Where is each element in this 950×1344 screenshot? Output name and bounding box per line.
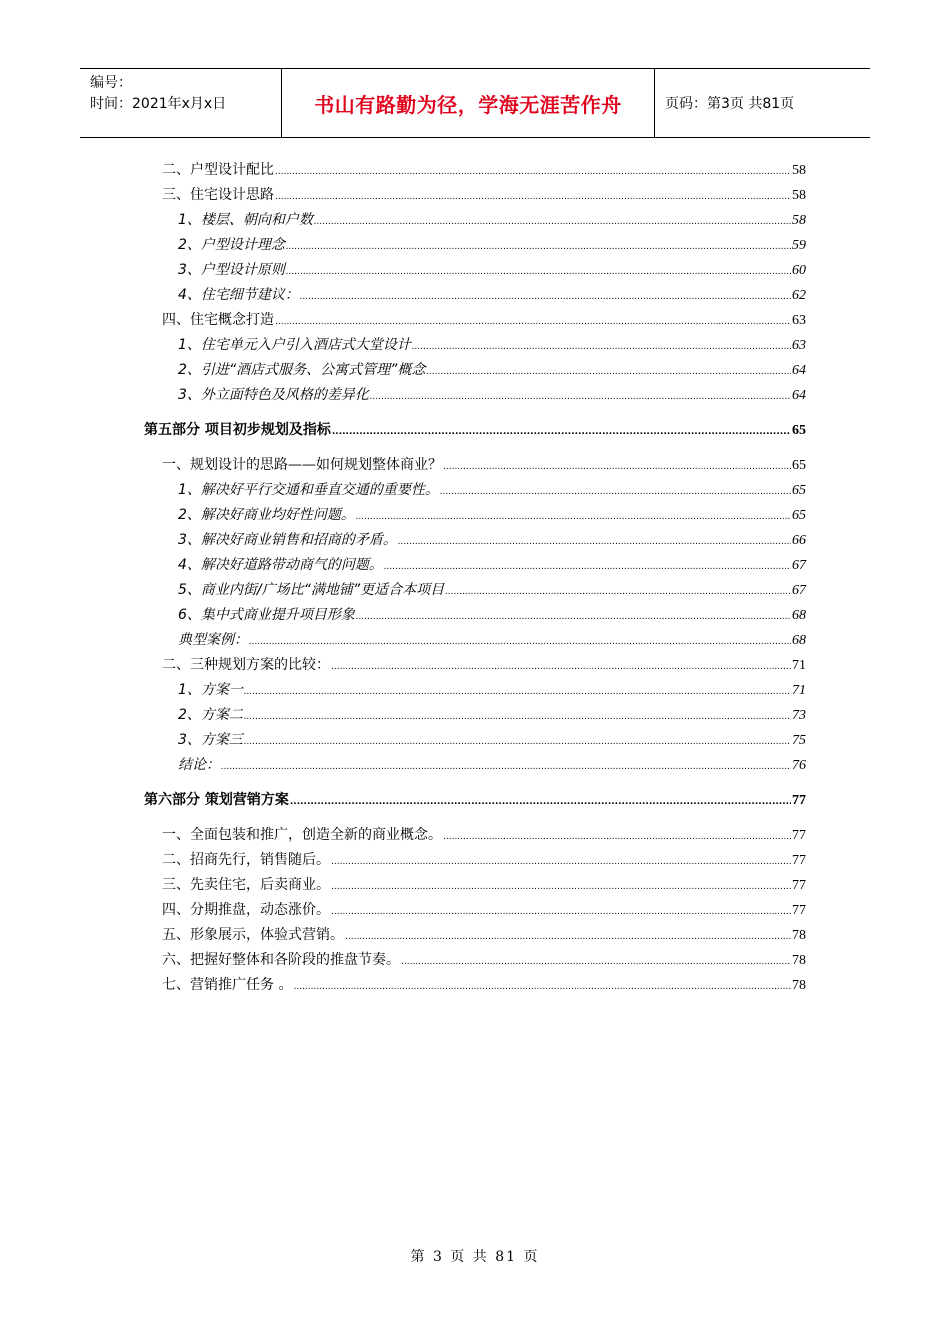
toc-page-number: 77 bbox=[792, 853, 806, 868]
toc-leader-dots bbox=[244, 705, 791, 730]
toc-entry[interactable] bbox=[144, 528, 806, 553]
toc-entry[interactable] bbox=[144, 333, 806, 358]
toc-leader-dots bbox=[332, 420, 791, 445]
toc-entry[interactable] bbox=[144, 503, 806, 528]
toc-entry[interactable] bbox=[144, 358, 806, 383]
toc-page-number: 76 bbox=[792, 758, 806, 773]
toc-entry[interactable] bbox=[144, 183, 806, 208]
toc-leader-dots bbox=[244, 680, 791, 705]
toc-page-number: 64 bbox=[792, 388, 806, 403]
toc-entry-title: 典型案例： bbox=[178, 632, 248, 648]
toc-page-number: 66 bbox=[792, 533, 806, 548]
toc-leader-dots bbox=[286, 260, 791, 285]
toc-page-number: 65 bbox=[792, 508, 806, 523]
toc-entry-title: 三、先卖住宅，后卖商业。 bbox=[162, 877, 330, 893]
page-header bbox=[80, 68, 870, 138]
toc-entry-title: 六、把握好整体和各阶段的推盘节奏。 bbox=[162, 952, 400, 968]
toc-entry-title: 4、住宅细节建议： bbox=[178, 287, 299, 303]
toc-entry-title: 第五部分 项目初步规划及指标 bbox=[144, 422, 331, 438]
toc-page-number: 75 bbox=[792, 733, 806, 748]
toc-leader-dots bbox=[345, 925, 791, 950]
toc-page-number: 71 bbox=[792, 683, 806, 698]
toc-entry[interactable] bbox=[144, 628, 806, 653]
toc-entry-title: 1、楼层、朝向和户数 bbox=[178, 212, 313, 228]
toc-entry-title: 二、户型设计配比 bbox=[162, 162, 274, 178]
toc-entry[interactable] bbox=[144, 308, 806, 333]
toc-page-number: 68 bbox=[792, 608, 806, 623]
toc-page-number: 58 bbox=[792, 213, 806, 228]
toc-entry[interactable] bbox=[144, 258, 806, 283]
toc-leader-dots bbox=[244, 730, 791, 755]
toc-leader-dots bbox=[426, 360, 791, 385]
toc-entry[interactable] bbox=[144, 948, 806, 973]
toc-entry[interactable] bbox=[144, 898, 806, 923]
toc-entry-title: 二、招商先行，销售随后。 bbox=[162, 852, 330, 868]
toc-page-number: 67 bbox=[792, 583, 806, 598]
toc-leader-dots bbox=[440, 480, 791, 505]
toc-entry-title: 3、外立面特色及风格的差异化 bbox=[178, 387, 369, 403]
toc-entry[interactable] bbox=[144, 603, 806, 628]
toc-entry-title: 2、解决好商业均好性问题。 bbox=[178, 507, 355, 523]
toc-entry-title: 1、方案一 bbox=[178, 682, 243, 698]
toc-entry[interactable] bbox=[144, 383, 806, 408]
toc-entry[interactable] bbox=[144, 973, 806, 998]
toc-entry-title: 三、住宅设计思路 bbox=[162, 187, 274, 203]
toc-leader-dots bbox=[221, 755, 791, 780]
toc-page-number: 73 bbox=[792, 708, 806, 723]
toc-entry[interactable] bbox=[144, 578, 806, 603]
page-footer: 第 3 页 共 81 页 bbox=[410, 1249, 540, 1265]
toc-section-heading[interactable] bbox=[144, 788, 806, 813]
toc-page-number: 77 bbox=[792, 828, 806, 843]
toc-page-number: 65 bbox=[792, 483, 806, 498]
toc-leader-dots bbox=[275, 160, 791, 185]
toc-leader-dots bbox=[275, 310, 791, 335]
toc-entry-title: 四、分期推盘，动态涨价。 bbox=[162, 902, 330, 918]
toc-entry-title: 五、形象展示，体验式营销。 bbox=[162, 927, 344, 943]
toc-entry-title: 2、引进“酒店式服务、公寓式管理”概念 bbox=[178, 362, 426, 378]
toc-page-number: 78 bbox=[792, 953, 806, 968]
toc-page-number: 63 bbox=[792, 338, 806, 353]
toc-entry-title: 2、户型设计理念 bbox=[178, 237, 285, 253]
toc-entry-title: 4、解决好道路带动商气的问题。 bbox=[178, 557, 383, 573]
toc-leader-dots bbox=[370, 385, 791, 410]
toc-page-number: 59 bbox=[792, 238, 806, 253]
toc-leader-dots bbox=[412, 335, 791, 360]
time-label: 时间：2021年x月x日 bbox=[90, 96, 227, 112]
toc-page-number: 62 bbox=[792, 288, 806, 303]
toc-entry[interactable] bbox=[144, 158, 806, 183]
toc-leader-dots bbox=[443, 455, 791, 480]
toc-entry[interactable] bbox=[144, 233, 806, 258]
toc-entry-title: 二、三种规划方案的比较： bbox=[162, 657, 330, 673]
toc-leader-dots bbox=[356, 505, 791, 530]
toc-entry-title: 2、方案二 bbox=[178, 707, 243, 723]
toc-leader-dots bbox=[384, 555, 791, 580]
toc-entry-title: 一、规划设计的思路——如何规划整体商业？ bbox=[162, 457, 442, 473]
toc-leader-dots bbox=[445, 580, 791, 605]
toc-entry[interactable] bbox=[144, 553, 806, 578]
toc-entry[interactable] bbox=[144, 823, 806, 848]
header-motto: 书山有路勤为径，学海无涯苦作舟 bbox=[282, 69, 655, 137]
toc-entry[interactable] bbox=[144, 208, 806, 233]
toc-entry-title: 四、住宅概念打造 bbox=[162, 312, 274, 328]
toc-leader-dots bbox=[401, 950, 791, 975]
toc-entry[interactable] bbox=[144, 703, 806, 728]
toc-page-number: 60 bbox=[792, 263, 806, 278]
toc-page-number: 77 bbox=[792, 903, 806, 918]
toc-leader-dots bbox=[286, 235, 791, 260]
toc-entry[interactable] bbox=[144, 283, 806, 308]
toc-leader-dots bbox=[356, 605, 791, 630]
toc-page-number: 58 bbox=[792, 188, 806, 203]
table-of-contents bbox=[144, 158, 806, 998]
toc-entry-title: 七、营销推广任务 。 bbox=[162, 977, 293, 993]
toc-entry[interactable] bbox=[144, 728, 806, 753]
toc-page-number: 58 bbox=[792, 163, 806, 178]
toc-page-number: 77 bbox=[792, 878, 806, 893]
toc-entry[interactable] bbox=[144, 653, 806, 678]
toc-entry-title: 1、住宅单元入户引入酒店式大堂设计 bbox=[178, 337, 411, 353]
toc-page-number: 65 bbox=[792, 423, 806, 438]
toc-page-number: 78 bbox=[792, 978, 806, 993]
toc-entry-title: 6、集中式商业提升项目形象 bbox=[178, 607, 355, 623]
toc-leader-dots bbox=[290, 790, 791, 815]
toc-entry-title: 3、户型设计原则 bbox=[178, 262, 285, 278]
toc-leader-dots bbox=[275, 185, 791, 210]
toc-entry[interactable] bbox=[144, 453, 806, 478]
toc-page-number: 68 bbox=[792, 633, 806, 648]
toc-entry[interactable] bbox=[144, 873, 806, 898]
toc-leader-dots bbox=[443, 825, 791, 850]
toc-page-number: 64 bbox=[792, 363, 806, 378]
toc-page-number: 77 bbox=[792, 793, 806, 808]
toc-entry-title: 3、解决好商业销售和招商的矛盾。 bbox=[178, 532, 397, 548]
toc-page-number: 63 bbox=[792, 313, 806, 328]
toc-entry-title: 结论： bbox=[178, 757, 220, 773]
toc-leader-dots bbox=[314, 210, 791, 235]
toc-leader-dots bbox=[331, 875, 791, 900]
toc-page-number: 78 bbox=[792, 928, 806, 943]
toc-entry-title: 第六部分 策划营销方案 bbox=[144, 792, 289, 808]
toc-entry[interactable] bbox=[144, 923, 806, 948]
toc-leader-dots bbox=[331, 850, 791, 875]
toc-page-number: 71 bbox=[792, 658, 806, 673]
toc-leader-dots bbox=[331, 655, 791, 680]
toc-page-number: 65 bbox=[792, 458, 806, 473]
code-label: 编号： bbox=[90, 75, 132, 91]
toc-leader-dots bbox=[300, 285, 791, 310]
toc-page-number: 67 bbox=[792, 558, 806, 573]
toc-leader-dots bbox=[331, 900, 791, 925]
toc-entry-title: 5、商业内街/广场比“满地铺”更适合本项目 bbox=[178, 582, 445, 598]
toc-entry[interactable] bbox=[144, 848, 806, 873]
toc-entry[interactable] bbox=[144, 478, 806, 503]
toc-entry-title: 3、方案三 bbox=[178, 732, 243, 748]
toc-entry-title: 1、解决好平行交通和垂直交通的重要性。 bbox=[178, 482, 439, 498]
toc-leader-dots bbox=[249, 630, 791, 655]
header-page-info: 页码：第3页 共81页 bbox=[665, 96, 795, 112]
toc-leader-dots bbox=[398, 530, 791, 555]
header-left-cell bbox=[80, 69, 282, 137]
toc-section-heading[interactable] bbox=[144, 418, 806, 443]
toc-entry-title: 一、全面包装和推广，创造全新的商业概念。 bbox=[162, 827, 442, 843]
toc-entry[interactable] bbox=[144, 753, 806, 778]
toc-entry[interactable] bbox=[144, 678, 806, 703]
toc-leader-dots bbox=[293, 975, 791, 1000]
